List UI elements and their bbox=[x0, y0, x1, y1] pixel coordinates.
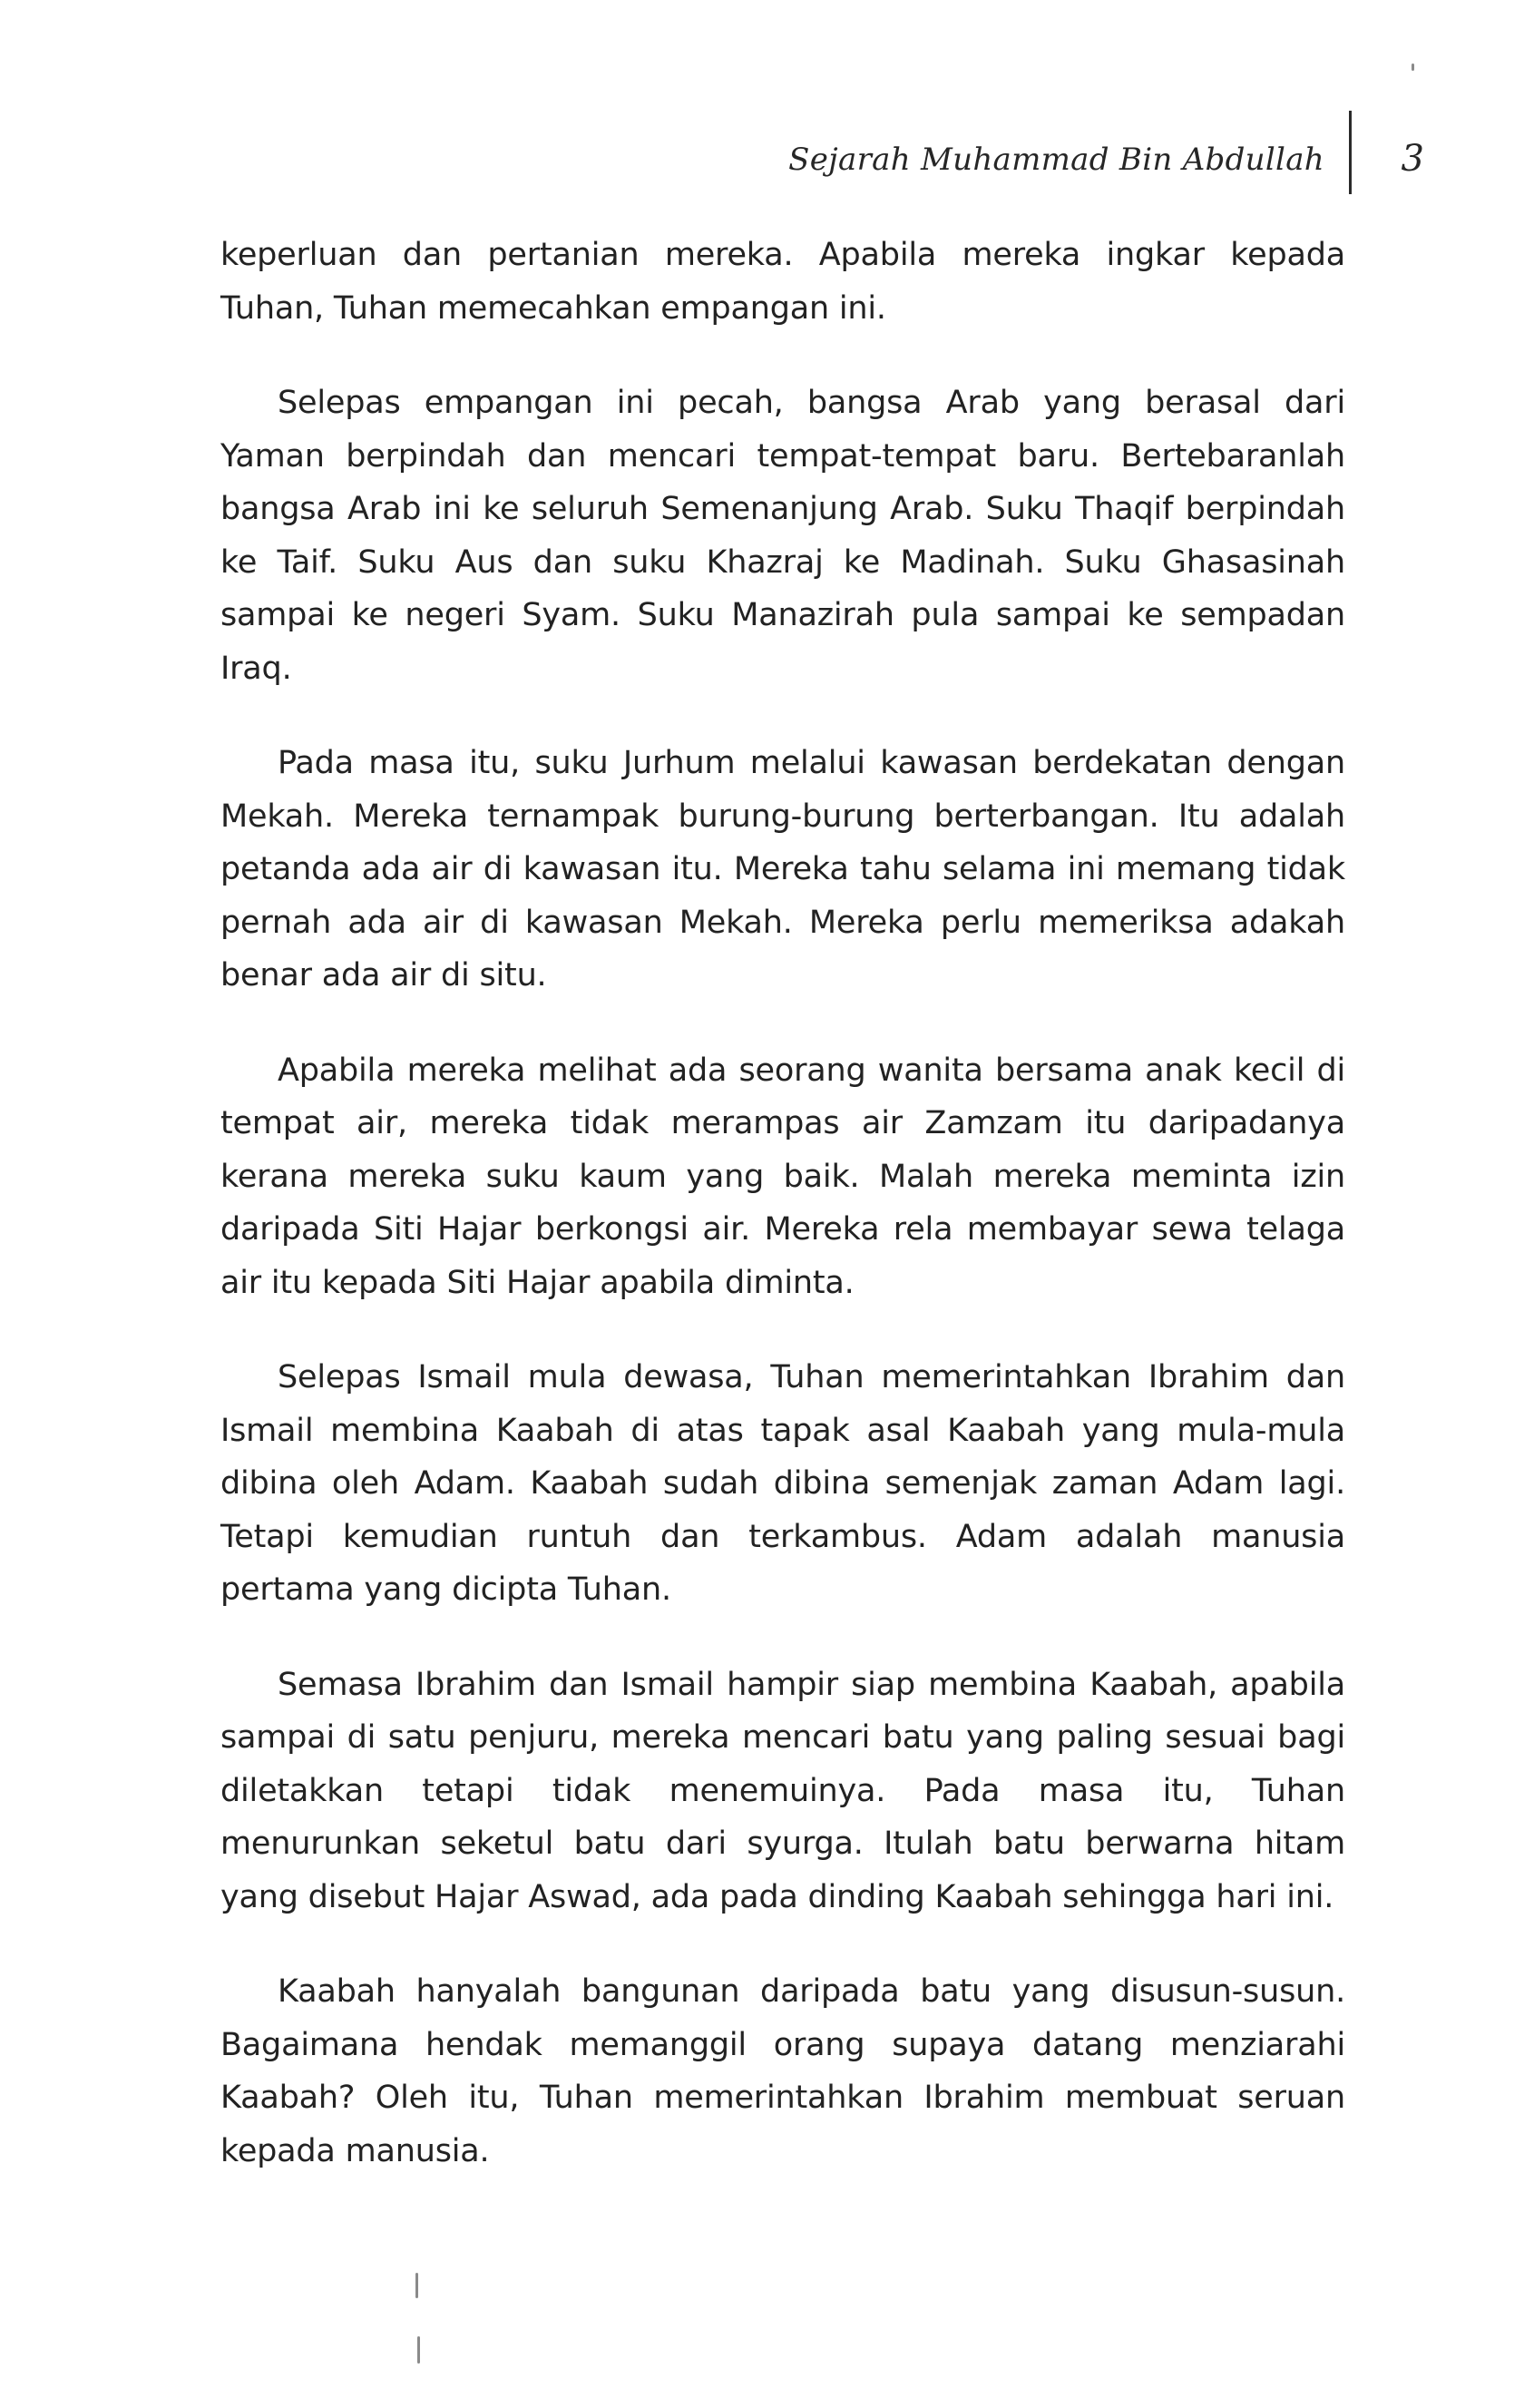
scan-speck bbox=[415, 2273, 418, 2298]
paragraph-5: Selepas Ismail mula dewasa, Tuhan memerintahkan Ibrahim dan Ismail membina Kaabah di atas tapak asal Kaabah yang mula-mula dibina oleh Adam. Kaabah sudah dibina semenjak zaman Adam lagi. Tetapi kemudian runtuh dan terkambus. Adam adalah manusia pertama yang dicipta Tuhan. bbox=[220, 1359, 1345, 1608]
paragraph-6: Semasa Ibrahim dan Ismail hampir siap membina Kaabah, apabila sampai di satu penjuru, mereka mencari batu yang paling sesuai bagi diletakkan tetapi tidak menemuinya. Pada masa itu, Tuhan menurunkan seketul batu dari syurga. Itulah batu berwarna hitam yang disebut Hajar Aswad, ada pada dinding Kaabah sehingga hari ini. bbox=[220, 1666, 1345, 1915]
paragraph-3: Pada masa itu, suku Jurhum melalui kawasan berdekatan dengan Mekah. Mereka ternampak burung-burung berterbangan. Itu adalah petanda ada air di kawasan itu. Mereka tahu selama ini memang tidak pernah ada air di kawasan Mekah. Mereka perlu memeriksa adakah benar ada air di situ. bbox=[220, 745, 1345, 994]
scan-speck bbox=[1412, 64, 1414, 71]
paragraph-4: Apabila mereka melihat ada seorang wanita bersama anak kecil di tempat air, mereka tidak merampas air Zamzam itu daripadanya kerana mereka suku kaum yang baik. Malah mereka meminta izin daripada Siti Hajar berkongsi air. Mereka rela membayar sewa telaga air itu kepada Siti Hajar apabila diminta. bbox=[220, 1052, 1345, 1301]
running-header bbox=[708, 134, 1479, 198]
body-text bbox=[220, 229, 1345, 2219]
running-title: Sejarah Muhammad Bin Abdullah bbox=[788, 142, 1324, 178]
paragraph-1: keperluan dan pertanian mereka. Apabila mereka ingkar kepada Tuhan, Tuhan memecahkan empangan ini. bbox=[220, 237, 1345, 327]
scan-speck bbox=[417, 2336, 420, 2364]
paragraph-2: Selepas empangan ini pecah, bangsa Arab yang berasal dari Yaman berpindah dan mencari tempat-tempat baru. Bertebaranlah bangsa Arab ini ke seluruh Semenanjung Arab. Suku Thaqif berpindah ke Taif. Suku Aus dan suku Khazraj ke Madinah. Suku Ghasasinah sampai ke negeri Syam. Suku Manazirah pula sampai ke sempadan Iraq. bbox=[220, 385, 1345, 687]
paragraph-7: Kaabah hanyalah bangunan daripada batu yang disusun-susun. Bagaimana hendak memanggil orang supaya datang menziarahi Kaabah? Oleh itu, Tuhan memerintahkan Ibrahim membuat seruan kepada manusia. bbox=[220, 1973, 1345, 2169]
page-number: 3 bbox=[1401, 138, 1424, 180]
header-divider bbox=[1349, 111, 1352, 194]
